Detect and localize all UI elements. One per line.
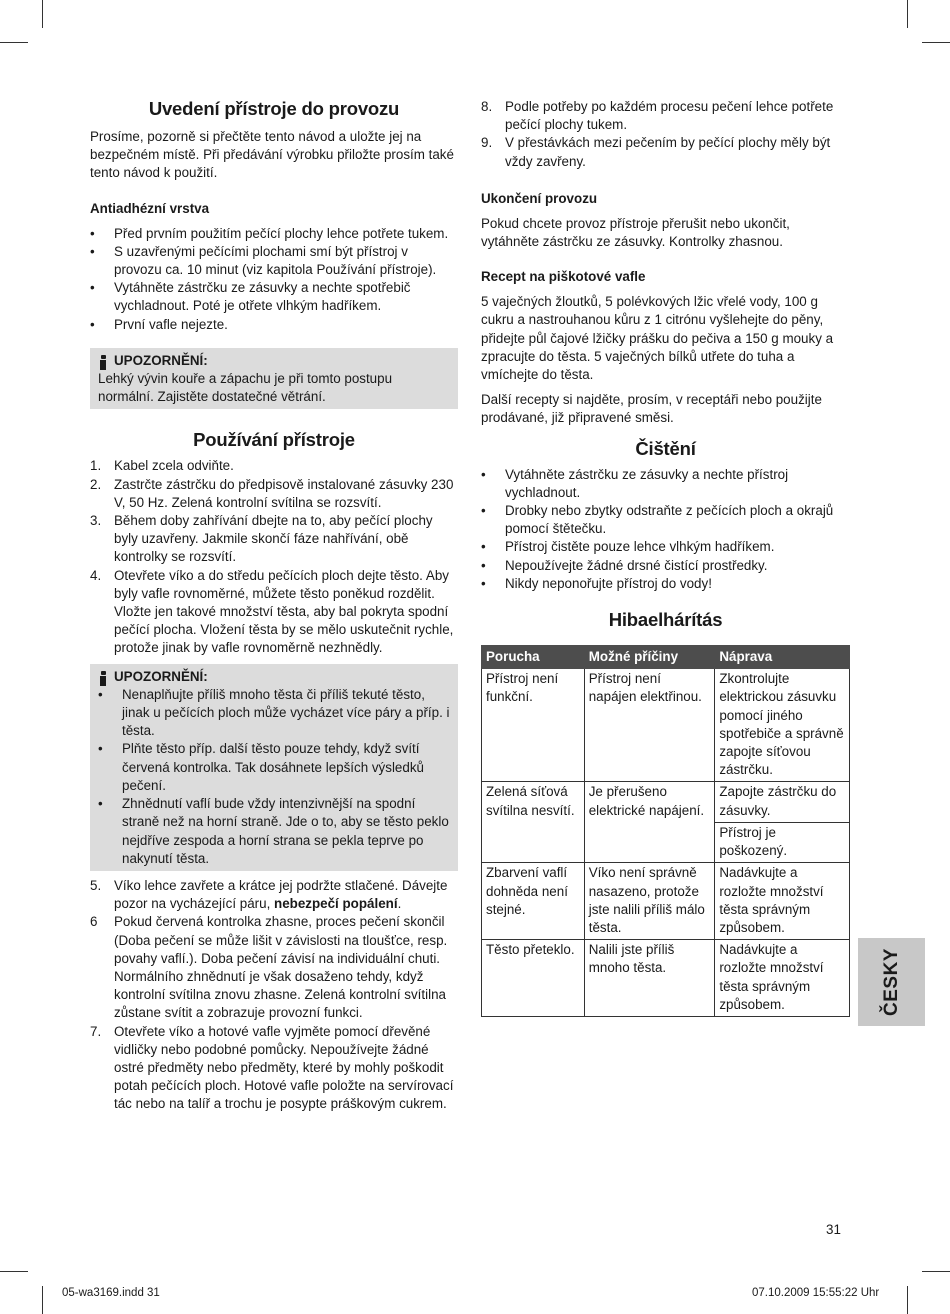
crop-mark (0, 1271, 28, 1272)
warning-box (90, 348, 458, 410)
info-icon (98, 352, 108, 370)
list-item: • První vafle nejezte. (90, 316, 458, 334)
burn-hazard: nebezpečí popálení (274, 896, 398, 912)
list-item: • Drobky nebo zbytky odstraňte z pečících ploch a okrajů pomocí štětečku. (481, 502, 850, 538)
list-item: • Plňte těsto příp. další těsto pouze tehdy, když svítí červená kontrolka. Tak dosáhnete lepších výsledků pečení. (98, 740, 450, 795)
table-cell: Zapojte zástrčku do zásuvky. (715, 782, 850, 822)
warning-box (90, 664, 458, 871)
warning-label: UPOZORNĚNÍ: (114, 352, 208, 368)
crop-mark (922, 1271, 950, 1272)
section-title-startup: Uvedení přístroje do provozu (148, 98, 400, 119)
step-item: 8. Podle potřeby po každém procesu pečení lehce potřete pečící plochy tukem. (481, 99, 834, 133)
step-item: 6 Pokud červená kontrolka zhasne, proces pečení skončil (Doba pečení se může lišit v závislosti na tloušťce, resp. povahy vaflí.). Doba pečení závisí na individuální chuti. Normálního zhnědnutí je však dosaženo tehdy, když kontrolní svítilna znovu zhasne. Zelená kontrolní svítilna zůstane svítit a zobrazuje provozní funkci. (90, 914, 448, 1021)
step-item: 7. Otevřete víko a hotové vafle vyjměte pomocí dřevěné vidličky nebo podobné pomůcky. Nepoužívejte žádné ostré předměty nebo předměty, které by mohly poškodit potah pečících ploch. Hotové vafle položte na servírovací tác nebo na talíř a trochu je posypte práškovým cukrem. (90, 1023, 454, 1112)
section-title-cleaning: Čištění (635, 437, 696, 459)
list-item: • Před prvním použitím pečící plochy lehce potřete tukem. (90, 225, 458, 243)
info-icon (98, 668, 108, 686)
troubleshooting-table (481, 645, 850, 1017)
warning-text: Lehký vývin kouře a zápachu je při tomto postupu normální. Zajistěte dostatečné větrání. (98, 371, 393, 405)
list-item: • Nepoužívejte žádné drsné čistící prostředky. (481, 557, 850, 575)
table-cell: Nalili jste příliš mnoho těsta. (584, 940, 715, 1017)
warning-heading (98, 668, 450, 686)
list-item: • Zhnědnutí vaflí bude vždy intenzivnější na spodní straně než na horní straně. Jde o to, aby se těsto peklo nejdříve zespoda a horní strana se pekla teprve po nakynutí těsta. (98, 795, 450, 868)
shutdown-text: Pokud chcete provoz přístroje přerušit nebo ukončit, vytáhněte zástrčku ze zásuvky. Kontrolky zhasnou. (481, 215, 790, 250)
warning-list (98, 686, 450, 868)
list-item: • Nenaplňujte příliš mnoho těsta či příliš tekuté těsto, jinak u pečících ploch může vycházet více páry a příp. i těsta. (98, 686, 450, 741)
crop-mark (907, 0, 908, 28)
crop-mark (922, 42, 950, 43)
table-cell: Přístroj je poškozený. (715, 822, 850, 862)
language-tab (858, 938, 925, 1026)
column-header: Porucha (482, 646, 585, 669)
list-item: • Nikdy neponořujte přístroj do vody! (481, 575, 850, 593)
table-cell: Těsto přeteklo. (482, 940, 585, 1017)
footer-file-info: 05-wa3169.indd 31 (62, 1287, 160, 1299)
intro-paragraph: Prosíme, pozorně si přečtěte tento návod a uložte jej na bezpečném místě. Při předávání výrobku přiložte prosím také tento návod k použití. (90, 129, 454, 181)
column-header: Možné příčiny (584, 646, 715, 669)
usage-steps-continued (90, 877, 458, 1114)
subheading-nonstick: Antiadhézní vrstva (90, 200, 210, 216)
table-row (482, 782, 850, 822)
table-cell: Nadávkujte a rozložte množství těsta správným způsobem. (715, 940, 850, 1017)
left-column (90, 96, 458, 1114)
crop-mark (42, 0, 43, 28)
step-item: 2. Zastrčte zástrčku do předpisově instalované zásuvky 230 V, 50 Hz. Zelená kontrolní svítilna se rozsvítí. (90, 476, 454, 510)
subheading-recipe: Recept na piškotové vafle (481, 269, 646, 285)
page-number: 31 (826, 1222, 841, 1237)
step-item: 5. Víko lehce zavřete a krátce jej podržte stlačené. Dávejte pozor na vycházející páru, nebezpečí popálení. (90, 877, 448, 912)
table-cell: Zbarvení vaflí dohněda není stejné. (482, 863, 585, 940)
step-item: 4. Otevřete víko a do středu pečících ploch dejte těsto. Aby byly vafle rovnoměrné, můžete těsto poněkud rozdělit. Vložte jen takové množství těsta, aby bal pokryta spodní pečící plocha. Vložení těsta by se mělo uskutečnit rychle, protože jinak by vafle rovnoměrně nezhnědly. (90, 567, 454, 656)
table-cell: Přístroj není funkční. (482, 669, 585, 782)
table-cell: Nadávkujte a rozložte množství těsta správným způsobem. (715, 863, 850, 940)
table-row (482, 940, 850, 1017)
recipe-text: 5 vaječných žloutků, 5 polévkových lžic vřelé vody, 100 g cukru a nastrouhanou kůru z 1 citrónu vyšlehejte do pěny, přidejte půl čajové lžičky prášku do pečiva a 150 g mouky a zpracujte do těsta. 5 vaječných bílků utřete do tuha a vmíchejte do těsta. (481, 294, 834, 383)
table-row (482, 669, 850, 782)
section-title-troubleshooting: Hibaelhárítás (608, 609, 723, 631)
usage-steps-end (481, 98, 850, 171)
step-item: 3. Během doby zahřívání dbejte na to, aby pečící plochy byly uzavřeny. Jakmile skončí fáze nahřívání, obě kontrolky se rozsvítí. (90, 513, 433, 565)
footer-timestamp: 07.10.2009 15:55:22 Uhr (752, 1287, 880, 1299)
step-item: 1. Kabel zcela odviňte. (90, 458, 234, 474)
cleaning-list (481, 466, 850, 593)
column-header: Náprava (715, 646, 850, 669)
list-item: • Vytáhněte zástrčku ze zásuvky a nechte spotřebič vychladnout. Poté je otřete vlhkým hadříkem. (90, 279, 458, 315)
recipe-more-text: Další recepty si najděte, prosím, v receptáři nebo použijte prodávané, již připravené směsi. (481, 392, 822, 426)
table-cell: Víko není správně nasazeno, protože jste nalili příliš málo těsta. (584, 863, 715, 940)
subheading-shutdown: Ukončení provozu (481, 190, 598, 206)
crop-mark (42, 1286, 43, 1314)
table-row (482, 863, 850, 940)
nonstick-list (90, 225, 458, 334)
language-tab-label: ČESKY (880, 948, 902, 1016)
list-item: • Přístroj čistěte pouze lehce vlhkým hadříkem. (481, 538, 850, 556)
section-title-usage: Používání přístroje (193, 429, 355, 451)
table-cell: Zkontrolujte elektrickou zásuvku pomocí jiného spotřebiče a správně zapojte síťovou zástrčku. (715, 669, 850, 782)
usage-steps (90, 457, 458, 657)
table-cell: Je přerušeno elektrické napájení. (584, 782, 715, 863)
list-item: • Vytáhněte zástrčku ze zásuvky a nechte přístroj vychladnout. (481, 466, 850, 502)
table-header-row (482, 646, 850, 669)
table-cell: Přístroj není napájen elektřinou. (584, 669, 715, 782)
crop-mark (0, 42, 28, 43)
list-item: • S uzavřenými pečícími plochami smí být přístroj v provozu ca. 10 minut (viz kapitola Používání přístroje). (90, 243, 458, 279)
right-column (481, 98, 850, 1017)
step-item: 9. V přestávkách mezi pečením by pečící plochy měly být vždy zavřeny. (481, 135, 831, 169)
table-cell: Zelená síťová svítilna nesvítí. (482, 782, 585, 863)
warning-label: UPOZORNĚNÍ: (114, 668, 208, 684)
crop-mark (907, 1286, 908, 1314)
warning-heading (98, 352, 450, 370)
